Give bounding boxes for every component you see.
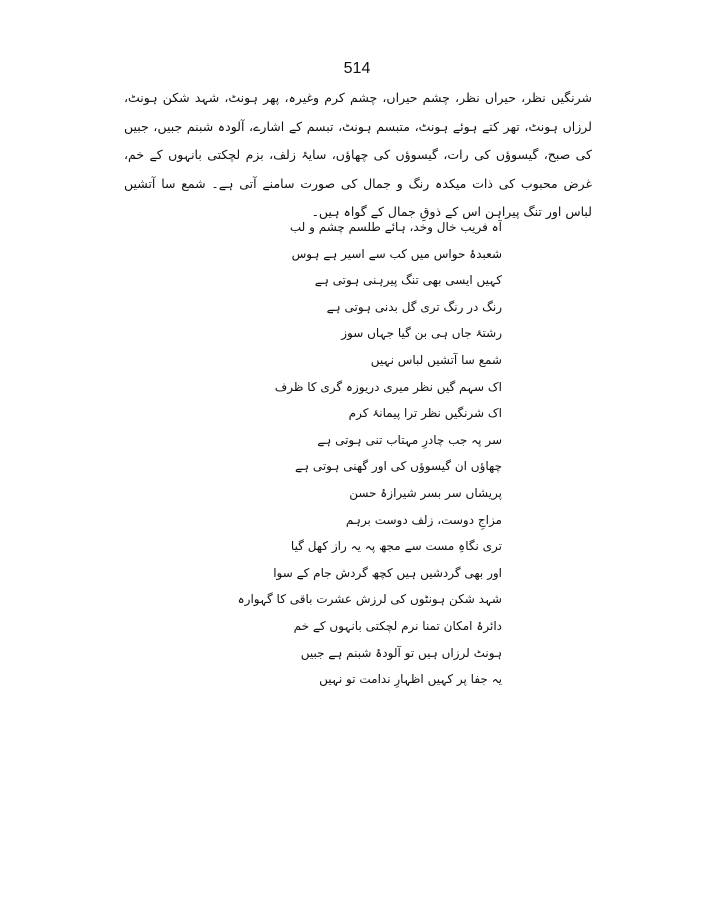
verse-list	[212, 214, 502, 693]
verse-line: دائرۂ امکان تمنا نرم لچکتی بانہوں کے خم	[293, 618, 502, 633]
page-number: 514	[343, 60, 371, 77]
verse-line: رنگ در رنگ تری گل بدنی ہوتی ہے	[326, 299, 502, 314]
verse-line: اک سہم گیں نظر میری دریوزہ گری کا ظرف	[274, 379, 502, 394]
verse-line: اور بھی گردشیں ہیں کچھ گردش جام کے سوا	[273, 565, 502, 580]
verse-line: سر پہ جب چادرِ مہتاب تنی ہوتی ہے	[317, 432, 502, 447]
verse-line: کہیں ایسی بھی تنگ پیرہنی ہوتی ہے	[314, 273, 502, 288]
verse-line: شعبدۂ حواس میں کب سے اسیر ہے ہوس	[291, 246, 502, 261]
verse-line: تری نگاہِ مست سے مجھ پہ یہ راز کھل گیا	[290, 539, 502, 554]
prose-paragraph: شرنگیں نظر، حیراں نظر، چشم حیراں، چشم کرم وغیرہ، پھر ہونٹ، شہد شکن ہونٹ، لرزاں ہونٹ، تھر کتے ہوئے ہونٹ، متبسم ہونٹ، تبسم کے اشارے، آلودہ شبنم جبیں، جبیں کی صبح، گیسوؤں کی رات، گیسوؤں کی چھاؤں، سایۂ زلف، بزم لچکتی بانہوں کے خم، غرض محبوب کی ذات میکدہ رنگ و جمال کی صورت سامنے آتی ہے۔ شمع سا آتشیں لباس اور تنگ پیراہن اس کے ذوقِ جمال کے گواہ ہیں۔	[124, 90, 592, 219]
verse-line: پریشاں سر بسر شیرازۂ حسن	[349, 485, 502, 500]
verse-line: مزاجِ دوست، زلف دوست برہم	[345, 512, 502, 527]
verse-line: آہ فریب خال وخد، ہائے طلسم چشم و لب	[289, 220, 502, 234]
verse-line: اک شرنگیں نظر ترا پیمانۂ کرم	[348, 406, 502, 421]
verse-line: یہ جفا پر کہیں اظہارِ ندامت تو نہیں	[319, 672, 502, 687]
verse-line: ہونٹ لرزاں ہیں تو آلودۂ شبنم ہے جبیں	[300, 645, 502, 660]
verse-line: چھاؤں ان گیسوؤں کی اور گھنی ہوتی ہے	[294, 459, 502, 474]
verse-line: شہد شکن ہونٹوں کی لرزش عشرت باقی کا گہوارہ	[237, 592, 502, 607]
verse-line: شمع سا آتشیں لباس نہیں	[370, 352, 502, 367]
verse-line: رشتۂ جاں ہی بن گیا جہاں سوز	[341, 326, 502, 341]
